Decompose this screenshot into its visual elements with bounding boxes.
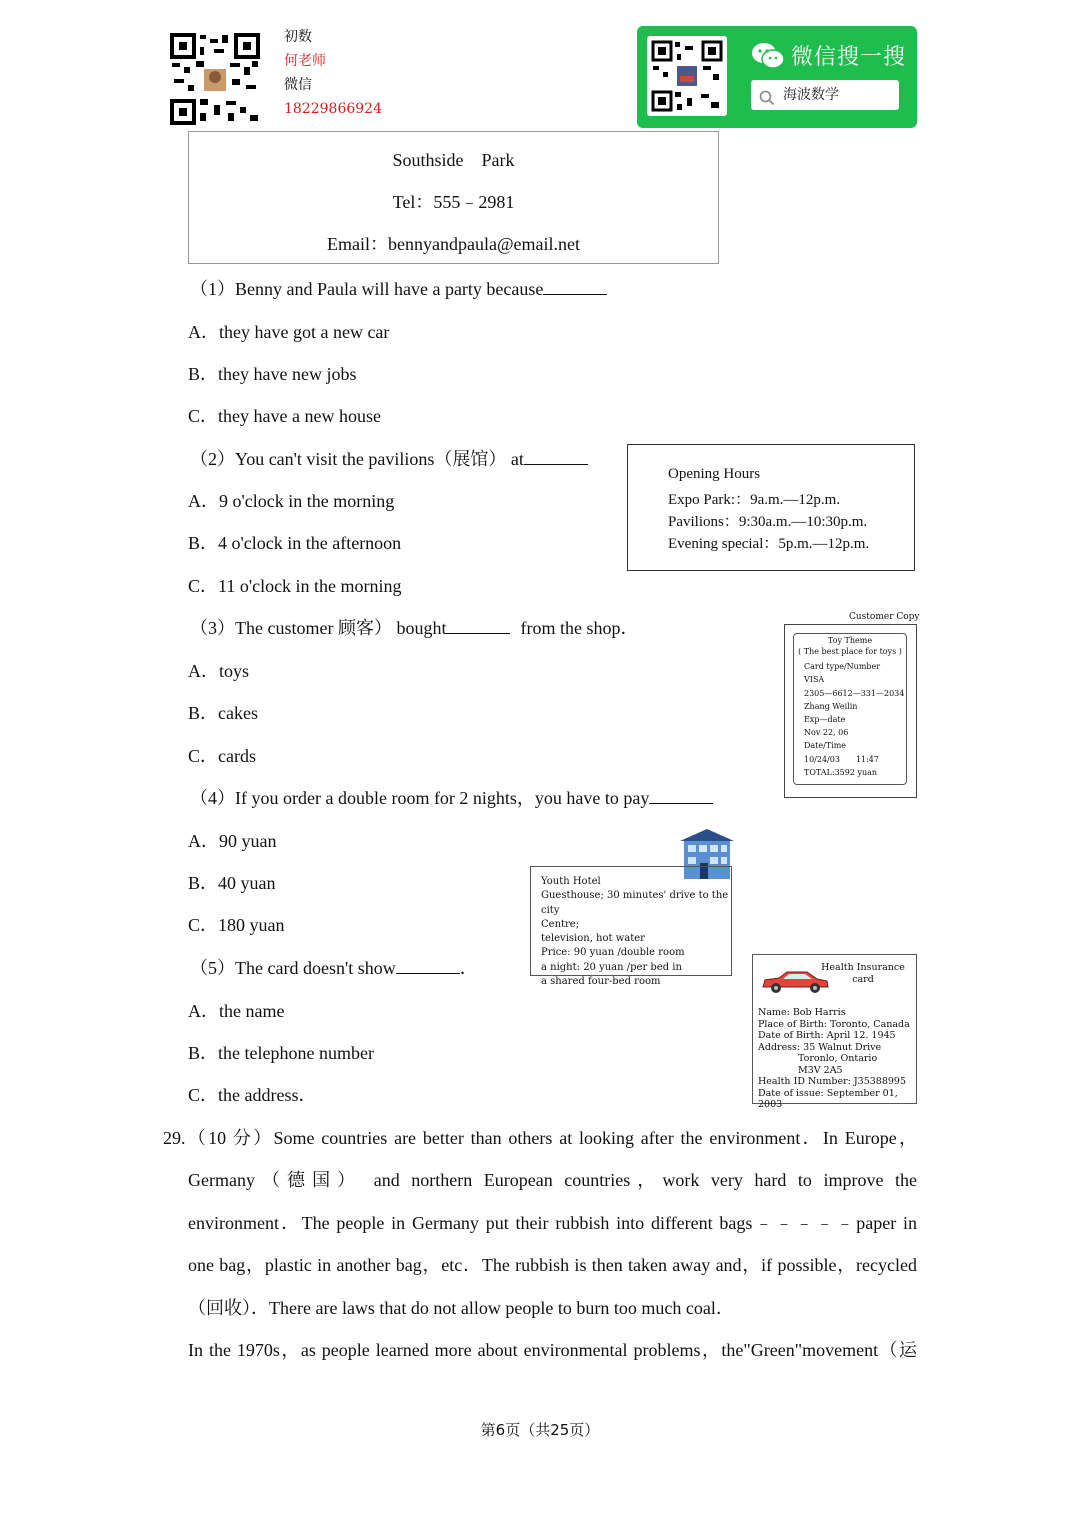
receipt-line: Zhang Weilin bbox=[804, 701, 858, 711]
header-line1: 初数 bbox=[284, 29, 312, 45]
contact-name: Southside Park bbox=[392, 150, 515, 170]
q5-option-b[interactable]: B．the telephone number bbox=[188, 1043, 374, 1063]
receipt-line: Card type/Number bbox=[804, 662, 881, 672]
wechat-logo-icon bbox=[751, 42, 785, 75]
hours-pavilions: Pavilions：9:30a.m.—10:30p.m. bbox=[668, 514, 868, 530]
q4-option-a[interactable]: A．90 yuan bbox=[188, 831, 277, 851]
wechat-search-field[interactable] bbox=[751, 80, 899, 110]
health-card-line: Toronlo, Ontario bbox=[798, 1053, 878, 1064]
q1-option-a[interactable]: A．they have got a new car bbox=[188, 322, 390, 342]
question-5: （5）The card doesn't show ． bbox=[190, 958, 478, 978]
q3-option-c[interactable]: C．cards bbox=[188, 746, 256, 766]
health-card-line: Date of issue: September 01, 2003 bbox=[758, 1087, 898, 1110]
toy-receipt bbox=[784, 624, 917, 798]
question-4: （4）If you order a double room for 2 nights，you have to pay bbox=[190, 784, 713, 810]
search-icon bbox=[759, 87, 775, 117]
hotel-line: Youth Hotel bbox=[541, 876, 601, 887]
receipt-caption: Customer Copy bbox=[849, 612, 920, 622]
hours-expo: Expo Park:：9a.m.—12p.m. bbox=[668, 492, 841, 508]
passage-line-4: one bag，plastic in another bag，etc．The rubbish is then taken away and，if possible，recycled bbox=[188, 1255, 917, 1275]
receipt-line: 10/24/03 11:47 bbox=[804, 754, 879, 764]
passage-line-3: environment．The people in Germany put their rubbish into different bags﹣﹣﹣﹣﹣paper in bbox=[188, 1213, 917, 1233]
health-card-line: Name: Bob Harris bbox=[758, 1007, 846, 1018]
wechat-search-text: 海波数学 bbox=[783, 87, 839, 103]
passage-line-5: （回收）．There are laws that do not allow people to burn too much coal． bbox=[188, 1298, 734, 1318]
hotel-line: Price: 90 yuan /double room bbox=[541, 947, 685, 959]
health-card-line: M3V 2A5 bbox=[798, 1064, 843, 1076]
page-number: 第6页（共25页） bbox=[480, 1421, 600, 1439]
receipt-line: 2305—6612—331—2034 bbox=[804, 688, 905, 698]
q1-option-b[interactable]: B．they have new jobs bbox=[188, 364, 357, 384]
q2-option-b[interactable]: B．4 o'clock in the afternoon bbox=[188, 533, 402, 553]
q4-option-c[interactable]: C．180 yuan bbox=[188, 915, 285, 935]
qr-code-left bbox=[170, 33, 260, 125]
contact-tel: Tel：555﹣2981 bbox=[392, 192, 515, 212]
q3-option-a[interactable]: A．toys bbox=[188, 661, 250, 681]
header-teacher: 何老师 bbox=[284, 53, 326, 69]
receipt-line: VISA bbox=[804, 675, 825, 685]
question-1: （1）Benny and Paula will have a party because bbox=[190, 275, 607, 301]
youth-hotel-ad bbox=[530, 866, 732, 988]
health-card-title: Health Insurance bbox=[821, 962, 905, 973]
passage-line-1: 29.（10 分）Some countries are better than others at looking after the environment．In Europe， bbox=[163, 1128, 917, 1148]
hotel-line: Centre; bbox=[541, 918, 580, 930]
hours-evening: Evening special：5p.m.—12p.m. bbox=[668, 536, 870, 552]
hotel-line: a night: 20 yuan /per bed in bbox=[541, 961, 682, 973]
opening-hours-box bbox=[627, 444, 915, 571]
contact-email: Email：bennyandpaula@email.net bbox=[327, 234, 580, 254]
passage-line-6: In the 1970s，as people learned more about environmental problems，the"Green"movement（运 bbox=[188, 1340, 917, 1360]
receipt-line: Toy Theme bbox=[827, 636, 873, 645]
question-3: （3）The customer 顾客） bought from the shop． bbox=[190, 618, 639, 638]
health-card-subtitle: card bbox=[852, 973, 874, 985]
receipt-line: Nov 22, 06 bbox=[804, 728, 849, 738]
wechat-title: 微信搜一搜 bbox=[791, 45, 907, 70]
q2-option-a[interactable]: A．9 o'clock in the morning bbox=[188, 491, 395, 511]
q1-option-c[interactable]: C．they have a new house bbox=[188, 406, 381, 426]
hotel-line: a shared four-bed room bbox=[541, 976, 661, 988]
health-card-line: Place of Birth: Toronto, Canada bbox=[758, 1018, 910, 1030]
receipt-line: Exp—date bbox=[804, 715, 846, 725]
header-phone: 18229866924 bbox=[284, 101, 382, 117]
hotel-line: television, hot water bbox=[541, 933, 645, 945]
contact-box bbox=[188, 131, 719, 264]
header-wechat-label: 微信 bbox=[284, 77, 312, 93]
health-card-line: Address: 35 Walnut Drive bbox=[758, 1041, 882, 1053]
car-icon bbox=[759, 969, 831, 999]
q5-option-a[interactable]: A．the name bbox=[188, 1001, 285, 1021]
q3-option-b[interactable]: B．cakes bbox=[188, 703, 258, 723]
wechat-search-banner bbox=[637, 26, 917, 128]
q4-option-b[interactable]: B．40 yuan bbox=[188, 873, 276, 893]
qr-code-right bbox=[647, 36, 727, 116]
hours-title: Opening Hours bbox=[668, 466, 761, 482]
q2-option-c[interactable]: C．11 o'clock in the morning bbox=[188, 576, 402, 596]
receipt-line: TOTAL:3592 yuan bbox=[804, 767, 878, 777]
q5-option-c[interactable]: C．the address． bbox=[188, 1085, 317, 1105]
passage-line-2: Germany（德国） and northern European countries，work very hard to improve the bbox=[188, 1170, 917, 1190]
hotel-line: Guesthouse; 30 minutes' drive to the city bbox=[541, 890, 729, 916]
receipt-line: ( The best place for toys ) bbox=[798, 647, 902, 657]
health-card-line: Date of Birth: April 12. 1945 bbox=[758, 1030, 896, 1041]
receipt-line: Date/Time bbox=[804, 741, 847, 751]
health-insurance-card bbox=[752, 954, 917, 1110]
question-2: （2）You can't visit the pavilions（展馆） at bbox=[190, 445, 588, 471]
health-card-line: Health ID Number: J35388995 bbox=[758, 1076, 907, 1087]
